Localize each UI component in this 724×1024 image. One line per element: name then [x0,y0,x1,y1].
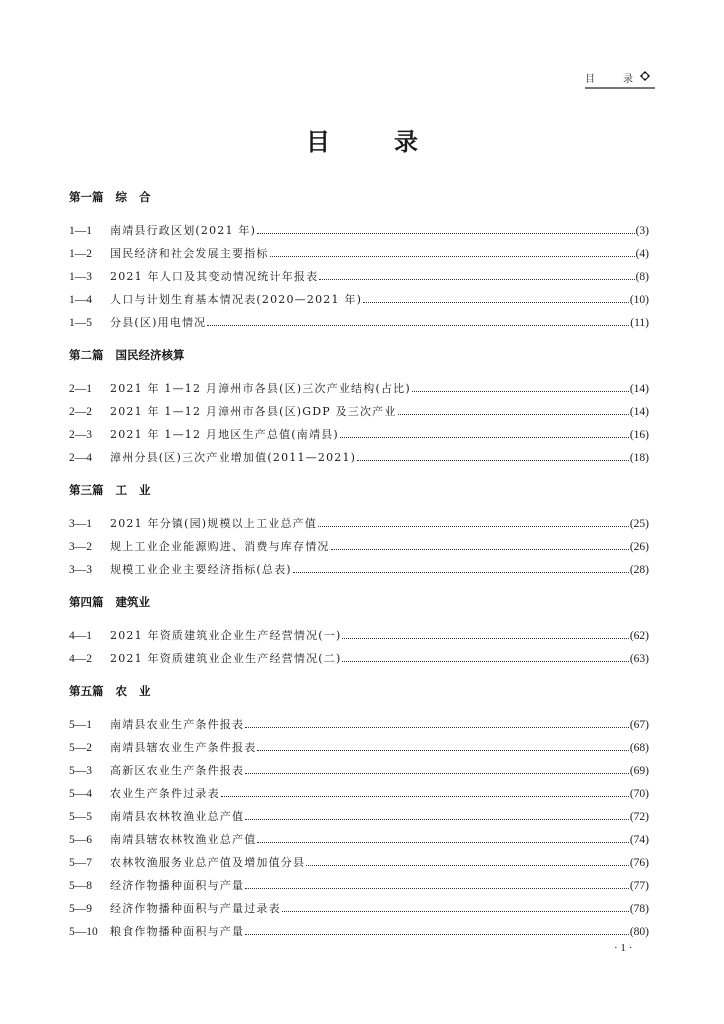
entry-page: (72) [629,811,649,823]
toc-entry[interactable] [69,877,649,893]
entry-page: (78) [629,903,649,915]
header-rule [585,87,655,89]
toc-entry[interactable] [69,627,649,643]
toc-entry[interactable] [69,314,649,330]
entry-number: 5—3 [69,765,92,777]
entry-label: 南靖县农业生产条件报表 [110,718,245,731]
entry-page: (28) [629,564,649,576]
entry-label: 分县(区)用电情况 [110,316,207,329]
toc-entry[interactable] [69,449,649,465]
toc-entry[interactable] [69,716,649,732]
entry-page: (62) [629,630,649,642]
dot-leader [412,391,629,392]
entry-number: 5—5 [69,811,92,823]
toc-entry[interactable] [69,785,649,801]
toc-entry[interactable] [69,900,649,916]
entry-label: 2021 年 1—12 月地区生产总值(南靖县) [110,428,339,441]
dot-leader [306,865,629,866]
entry-page: (69) [629,765,649,777]
entry-page: (68) [629,742,649,754]
page-number: · 1 · [614,942,633,954]
toc-entry[interactable] [69,403,649,419]
entry-number: 3—3 [69,564,92,576]
entry-label: 2021 年 1—12 月漳州市各县(区)GDP 及三次产业 [110,405,397,418]
entry-page: (16) [629,429,649,441]
entry-page: (18) [629,452,649,464]
dot-leader [357,460,629,461]
entry-label: 经济作物播种面积与产量过录表 [110,902,281,915]
entry-number: 1—4 [69,294,92,306]
toc-entry[interactable] [69,739,649,755]
toc-entry[interactable] [69,808,649,824]
diamond-ornament-icon [640,71,650,81]
section-heading: 第四篇 建筑业 [69,595,151,609]
entry-number: 5—7 [69,857,92,869]
entry-page: (26) [629,541,649,553]
entry-label: 漳州分县(区)三次产业增加值(2011—2021) [110,451,357,464]
dot-leader [257,750,628,751]
entry-number: 1—5 [69,317,92,329]
entry-label: 高新区农业生产条件报表 [110,764,245,777]
dot-leader [331,549,629,550]
dot-leader [245,773,629,774]
entry-label: 南靖县辖农业生产条件报表 [110,741,257,754]
toc-entry[interactable] [69,762,649,778]
entry-page: (80) [629,926,649,938]
entry-label: 南靖县行政区划(2021 年) [110,224,257,237]
toc-entry[interactable] [69,561,649,577]
header-char-2: 录 [623,74,633,85]
dot-leader [342,638,628,639]
running-header [585,68,655,88]
toc-entry[interactable] [69,426,649,442]
entry-page: (76) [629,857,649,869]
entry-number: 1—3 [69,271,92,283]
entry-page: (25) [629,518,649,530]
entry-label: 规上工业企业能源购进、消费与库存情况 [110,540,330,553]
entry-page: (70) [629,788,649,800]
entry-number: 5—10 [69,926,98,938]
entry-page: (3) [635,225,649,237]
entry-number: 2—2 [69,406,92,418]
entry-number: 5—9 [69,903,92,915]
header-char-1: 目 [585,74,595,85]
entry-label: 南靖县辖农林牧渔业总产值 [110,833,257,846]
entry-number: 5—1 [69,719,92,731]
toc-entry[interactable] [69,222,649,238]
section-heading: 第五篇 农 业 [69,684,151,698]
toc-entry[interactable] [69,380,649,396]
title-char-1: 目 [306,127,330,156]
entry-label: 2021 年资质建筑业企业生产经营情况(二) [110,652,342,665]
entry-page: (63) [629,653,649,665]
dot-leader [245,934,629,935]
toc-entry[interactable] [69,291,649,307]
toc-entry[interactable] [69,245,649,261]
toc-entry[interactable] [69,923,649,939]
entry-number: 4—1 [69,630,92,642]
entry-number: 5—4 [69,788,92,800]
dot-leader [270,256,635,257]
dot-leader [340,437,629,438]
entry-number: 2—4 [69,452,92,464]
entry-label: 农林牧渔服务业总产值及增加值分县 [110,856,306,869]
title-char-2: 录 [394,127,418,156]
dot-leader [257,842,628,843]
dot-leader [342,661,628,662]
dot-leader [245,727,629,728]
toc-entry[interactable] [69,538,649,554]
entry-page: (14) [629,383,649,395]
entry-number: 3—2 [69,541,92,553]
toc-entry[interactable] [69,854,649,870]
entry-number: 1—2 [69,248,92,260]
entry-label: 农业生产条件过录表 [110,787,220,800]
dot-leader [221,796,629,797]
entry-label: 2021 年人口及其变动情况统计年报表 [110,270,319,283]
entry-label: 经济作物播种面积与产量 [110,879,245,892]
entry-number: 2—1 [69,383,92,395]
toc-entry[interactable] [69,650,649,666]
entry-page: (11) [630,317,649,329]
entry-label: 2021 年资质建筑业企业生产经营情况(一) [110,629,342,642]
dot-leader [398,414,629,415]
dot-leader [319,279,634,280]
entry-number: 5—8 [69,880,92,892]
dot-leader [245,888,629,889]
entry-label: 国民经济和社会发展主要指标 [110,247,269,260]
dot-leader [293,572,629,573]
entry-number: 2—3 [69,429,92,441]
entry-label: 2021 年 1—12 月漳州市各县(区)三次产业结构(占比) [110,382,411,395]
entry-page: (14) [629,406,649,418]
toc-entry[interactable] [69,831,649,847]
dot-leader [318,526,629,527]
entry-label: 粮食作物播种面积与产量 [110,925,245,938]
section-heading: 第三篇 工 业 [69,483,151,497]
entry-page: (77) [629,880,649,892]
entry-number: 5—6 [69,834,92,846]
section-heading: 第二篇 国民经济核算 [69,348,185,362]
section-heading: 第一篇 综 合 [69,190,151,204]
entry-number: 5—2 [69,742,92,754]
dot-leader [207,325,629,326]
entry-number: 3—1 [69,518,92,530]
dot-leader [245,819,629,820]
dot-leader [363,302,629,303]
entry-number: 1—1 [69,225,92,237]
entry-label: 南靖县农林牧渔业总产值 [110,810,245,823]
entry-page: (8) [635,271,649,283]
entry-page: (74) [629,834,649,846]
toc-entry[interactable] [69,268,649,284]
entry-page: (67) [629,719,649,731]
dot-leader [282,911,629,912]
entry-label: 规模工业企业主要经济指标(总表) [110,563,292,576]
entry-page: (4) [635,248,649,260]
entry-label: 人口与计划生育基本情况表(2020—2021 年) [110,293,363,306]
entry-page: (10) [629,294,649,306]
dot-leader [257,233,635,234]
toc-entry[interactable] [69,515,649,531]
entry-number: 4—2 [69,653,92,665]
entry-label: 2021 年分镇(园)规模以上工业总产值 [110,517,318,530]
